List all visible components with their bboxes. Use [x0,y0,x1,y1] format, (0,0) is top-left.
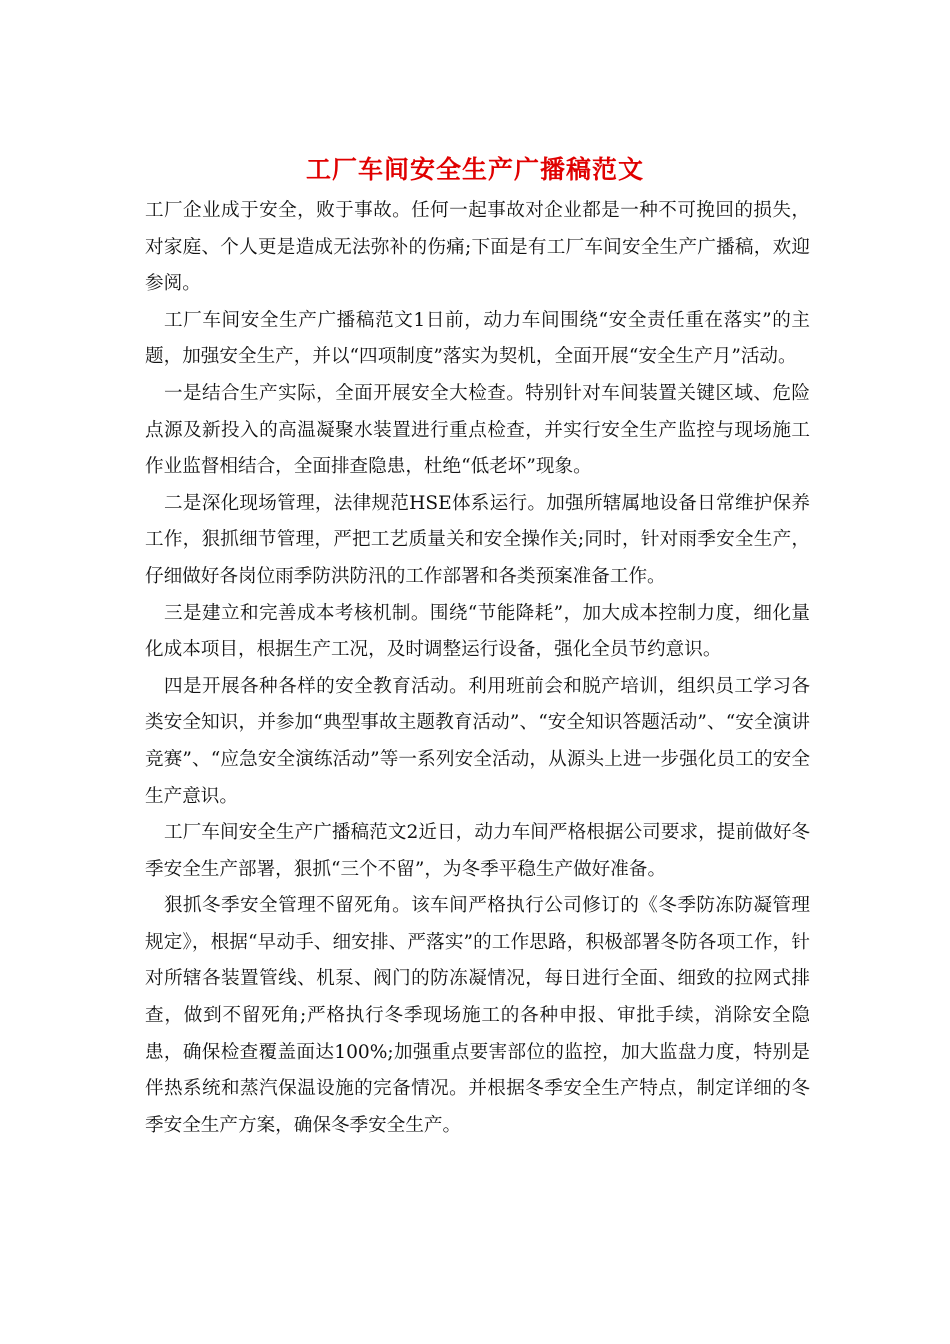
paragraph-point-4: 四是开展各种各样的安全教育活动。利用班前会和脱产培训，组织员工学习各类安全知识，并参加“典型事故主题教育活动”、“安全知识答题活动”、“安全演讲竞赛”、“应急安全演练活动”等一系列安全活动，从源头上进一步强化员工的安全生产意识。 [145,675,810,807]
paragraph-intro: 工厂企业成于安全，败于事故。任何一起事故对企业都是一种不可挽回的损失，对家庭、个人更是造成无法弥补的伤痛;下面是有工厂车间安全生产广播稿，欢迎参阅。 [145,200,810,295]
paragraph-point-1: 一是结合生产实际，全面开展安全大检查。特别针对车间装置关键区域、危险点源及新投入的高温凝聚水装置进行重点检查，并实行安全生产监控与现场施工作业监督相结合，全面排查隐患，杜绝“低老坏”现象。 [145,382,810,478]
paragraph-point-2: 二是深化现场管理，法律规范HSE体系运行。加强所辖属地设备日常维护保养工作，狠抓细节管理，严把工艺质量关和安全操作关;同时，针对雨季安全生产，仔细做好各岗位雨季防洪防汛的工作部署和各类预案准备工作。 [145,492,810,587]
document-title: 工厂车间安全生产广播稿范文 [305,155,644,184]
paragraph-sample-1-intro: 工厂车间安全生产广播稿范文1日前，动力车间围绕“安全责任重在落实”的主题，加强安全生产，并以“四项制度”落实为契机，全面开展“安全生产月”活动。 [145,309,810,368]
paragraph-point-3: 三是建立和完善成本考核机制。围绕“节能降耗”，加大成本控制力度，细化量化成本项目，根据生产工况，及时调整运行设备，强化全员节约意识。 [145,602,810,661]
paragraph-winter-safety: 狠抓冬季安全管理不留死角。该车间严格执行公司修订的《冬季防冻防凝管理规定》，根据“早动手、细安排、严落实”的工作思路，积极部署冬防各项工作，针对所辖各装置管线、机泵、阀门的防冻凝情况，每日进行全面、细致的拉网式排查，做到不留死角;严格执行冬季现场施工的各种申报、审批手续，消除安全隐患，确保检查覆盖面达100%;加强重点要害部位的监控，加大监盘力度，特别是伴热系统和蒸汽保温设施的完备情况。并根据冬季安全生产特点，制定详细的冬季安全生产方案，确保冬季安全生产。 [145,895,810,1136]
paragraph-sample-2-intro: 工厂车间安全生产广播稿范文2近日，动力车间严格根据公司要求，提前做好冬季安全生产部署，狠抓“三个不留”，为冬季平稳生产做好准备。 [145,822,810,880]
document-body [145,193,810,1144]
